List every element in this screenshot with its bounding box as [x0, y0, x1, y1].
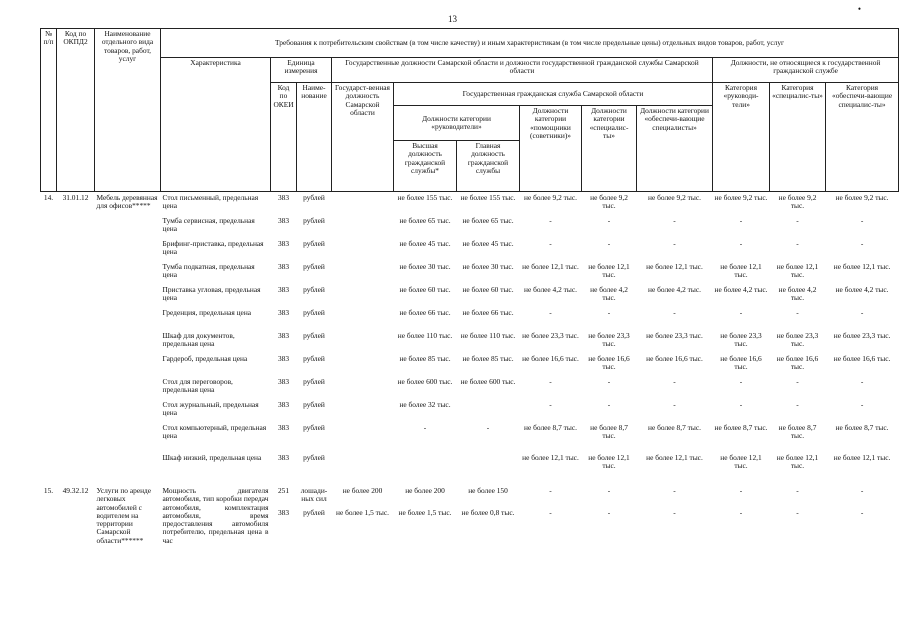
value-cat-leaders: -	[739, 508, 743, 517]
hdr-gov-positions: Государственные должности Самарской области и должности государственной гражданской службы Самарской области	[332, 58, 713, 83]
value-main	[457, 400, 520, 423]
value-cat-specialists: не более 12,1 тыс.	[776, 262, 819, 280]
value-highest: не более 45 тыс.	[399, 239, 451, 248]
value-cat-leaders: -	[739, 216, 743, 225]
unit-name: лошади-ных сил	[300, 486, 328, 504]
okei-code: 383	[277, 423, 290, 432]
hdr-providing: Должности категории «обеспечи-вающие специалисты»	[637, 106, 713, 192]
value-assistants: не более 4,2 тыс.	[524, 285, 577, 294]
okei-code: 383	[277, 239, 290, 248]
value-specialists: не более 12,1 тыс.	[588, 262, 630, 280]
characteristic: Тумба сервисная, предельная цена	[162, 216, 255, 234]
hdr-name: Наименование отдельного вида товаров, работ, услуг	[95, 29, 161, 192]
hdr-requirements: Требования к потребительским свойствам (в том числе качеству) и иным характеристикам (в том числе предельные цены) отдельных видов товаров, работ, услуг	[161, 29, 899, 58]
unit-name: рублей	[303, 216, 325, 225]
value-cat-providing: не более 12,1 тыс.	[833, 453, 891, 462]
unit-name: рублей	[303, 354, 325, 363]
value-gov-post	[332, 308, 394, 331]
value-specialists: -	[607, 216, 611, 225]
hdr-leaders: Должности категории «руководители»	[394, 106, 520, 141]
okei-code: 383	[277, 453, 290, 462]
value-main: не более 155 тыс.	[460, 193, 516, 202]
value-providing: не более 8,7 тыс.	[648, 423, 701, 432]
value-main: не более 85 тыс.	[462, 354, 514, 363]
okei-code: 251	[277, 486, 290, 495]
value-specialists: -	[607, 239, 611, 248]
value-assistants: не более 8,7 тыс.	[524, 423, 577, 432]
value-gov-post	[332, 192, 394, 217]
value-providing: -	[673, 216, 676, 225]
value-gov-post	[332, 400, 394, 423]
value-highest: не более 65 тыс.	[399, 216, 451, 225]
hdr-okpd: Код по ОКПД2	[57, 29, 95, 192]
unit-name: рублей	[303, 331, 325, 340]
value-gov-post: не более 200	[342, 486, 383, 495]
table-row	[41, 446, 899, 486]
hdr-civil-service: Государственная гражданская служба Самарской области	[394, 83, 713, 106]
value-highest: не более 30 тыс.	[399, 262, 451, 271]
hdr-non-gov: Должности, не относящиеся к государственной гражданской службе	[713, 58, 899, 83]
hdr-cat-leaders: Категория «руководи-тели»	[713, 83, 770, 192]
characteristic: Шкаф для документов, предельная цена	[162, 331, 235, 349]
value-highest: не более 200	[405, 486, 445, 495]
value-assistants: -	[549, 216, 552, 225]
value-providing: -	[673, 239, 676, 248]
row-number: 14.	[43, 193, 54, 202]
hdr-specialists: Должности категории «специалис-ты»	[582, 106, 637, 192]
value-assistants: не более 12,1 тыс.	[522, 262, 579, 271]
value-main: не более 0,8 тыс.	[461, 508, 515, 517]
hdr-no: № п/п	[41, 29, 57, 192]
value-gov-post	[332, 446, 394, 486]
value-assistants: не более 16,6 тыс.	[522, 354, 579, 363]
table-row	[41, 308, 899, 331]
value-gov-post	[332, 331, 394, 354]
okei-code: 383	[277, 508, 290, 517]
unit-name: рублей	[303, 308, 325, 317]
value-providing: -	[673, 400, 676, 409]
table-row	[41, 262, 899, 285]
requirements-table	[40, 28, 899, 556]
value-gov-post	[332, 423, 394, 446]
value-cat-providing: -	[860, 308, 864, 317]
value-cat-providing: не более 12,1 тыс.	[833, 262, 891, 271]
value-highest: -	[423, 423, 427, 432]
hdr-gov-posts: Государст-венная должность Самарской области	[332, 83, 394, 192]
value-specialists: не более 16,6 тыс.	[588, 354, 630, 372]
value-specialists: -	[607, 400, 611, 409]
value-main: не более 600 тыс.	[460, 377, 516, 386]
value-cat-specialists: -	[796, 239, 799, 248]
value-specialists: не более 9,2 тыс.	[590, 193, 628, 211]
value-providing: -	[673, 308, 676, 317]
value-gov-post	[332, 285, 394, 308]
value-cat-providing: не более 16,6 тыс.	[833, 354, 891, 363]
value-cat-providing: не более 4,2 тыс.	[835, 285, 889, 294]
unit-name: рублей	[303, 193, 325, 202]
value-assistants: -	[549, 400, 552, 409]
okei-code: 383	[277, 400, 290, 409]
value-highest: не более 1,5 тыс.	[398, 508, 452, 517]
hdr-okei: Код по ОКЕИ	[271, 83, 297, 192]
okei-code: 383	[277, 285, 290, 294]
value-cat-providing: не более 23,3 тыс.	[833, 331, 891, 340]
value-specialists: не более 12,1 тыс.	[588, 453, 630, 471]
value-cat-specialists: не более 8,7 тыс.	[778, 423, 817, 441]
value-cat-leaders: не более 12,1 тыс.	[720, 453, 762, 471]
hdr-unit-name: Наиме-нование	[297, 83, 332, 192]
table-row	[41, 377, 899, 400]
value-specialists: -	[607, 308, 611, 317]
characteristic: Мощность двигателя автомобиля, тип коробки передач автомобиля, комплектация автомобиля, время предоставления автомобиля потребителю, предельная цена в час	[162, 486, 269, 545]
value-specialists: не более 4,2 тыс.	[590, 285, 628, 303]
okpd-code: 49.32.12	[62, 486, 89, 495]
value-providing: -	[673, 508, 676, 517]
value-specialists: не более 23,3 тыс.	[588, 331, 630, 349]
value-cat-providing: -	[860, 239, 864, 248]
characteristic: Брифинг-приставка, предельная цена	[162, 239, 264, 257]
okpd-code: 31.01.12	[62, 193, 89, 202]
value-cat-leaders: не более 23,3 тыс.	[720, 331, 762, 349]
okei-code: 383	[277, 193, 290, 202]
value-providing: не более 23,3 тыс.	[646, 331, 703, 340]
value-gov-post	[332, 216, 394, 239]
table-row	[41, 216, 899, 239]
item-name: Мебель деревянная для офисов*****	[96, 193, 158, 211]
value-gov-post	[332, 377, 394, 400]
value-main	[457, 446, 520, 486]
unit-name: рублей	[303, 239, 325, 248]
row-number: 15.	[43, 486, 54, 495]
table-row	[41, 239, 899, 262]
value-gov-post	[332, 262, 394, 285]
table-row	[41, 400, 899, 423]
value-assistants: не более 9,2 тыс.	[524, 193, 577, 202]
value-cat-specialists: -	[796, 400, 799, 409]
value-highest: не более 600 тыс.	[397, 377, 453, 386]
value-cat-leaders: не более 8,7 тыс.	[714, 423, 768, 432]
hdr-cat-specialists: Категория «специалис-ты»	[770, 83, 826, 192]
value-specialists: -	[607, 486, 611, 495]
value-main: не более 65 тыс.	[462, 216, 514, 225]
value-cat-specialists: -	[796, 486, 799, 495]
okei-code: 383	[277, 308, 290, 317]
okei-code: 383	[277, 354, 290, 363]
hdr-unit: Единица измерения	[271, 58, 332, 83]
value-cat-leaders: не более 9,2 тыс.	[714, 193, 768, 202]
value-cat-leaders: -	[739, 400, 743, 409]
unit-name: рублей	[303, 285, 325, 294]
value-cat-leaders: -	[739, 377, 743, 386]
unit-name: рублей	[303, 400, 325, 409]
unit-name: рублей	[303, 262, 325, 271]
value-highest: не более 32 тыс.	[399, 400, 451, 409]
value-main: не более 110 тыс.	[460, 331, 516, 340]
value-cat-specialists: -	[796, 377, 799, 386]
value-cat-specialists: не более 16,6 тыс.	[776, 354, 819, 372]
corner-mark: •	[857, 4, 861, 14]
value-cat-providing: не более 9,2 тыс.	[835, 193, 889, 202]
value-cat-specialists: -	[796, 308, 799, 317]
value-gov-post	[332, 354, 394, 377]
table-row	[41, 285, 899, 308]
value-highest: не более 85 тыс.	[399, 354, 451, 363]
value-assistants: -	[549, 239, 552, 248]
value-cat-providing: -	[860, 377, 864, 386]
hdr-assistants: Должности категории «помощники (советники)»	[520, 106, 582, 192]
value-assistants: -	[549, 377, 552, 386]
value-gov-post	[332, 239, 394, 262]
value-providing: -	[673, 486, 676, 495]
value-specialists: -	[607, 508, 611, 517]
value-main: не более 45 тыс.	[462, 239, 514, 248]
table-body	[41, 192, 899, 557]
value-cat-specialists: -	[796, 508, 799, 517]
value-main: не более 30 тыс.	[462, 262, 514, 271]
characteristic: Греденция, предельная цена	[162, 308, 252, 317]
value-assistants: -	[549, 308, 552, 317]
value-cat-leaders: -	[739, 486, 743, 495]
item-name: Услуги по аренде легковых автомобилей с водителем на территории Самарской области******	[96, 486, 152, 545]
table-row	[41, 192, 899, 217]
hdr-main: Главная должность гражданской службы	[457, 141, 520, 192]
characteristic: Стол для переговоров, предельная цена	[162, 377, 233, 395]
table-row	[41, 423, 899, 446]
page-number: 13	[448, 14, 457, 24]
unit-name: рублей	[303, 453, 325, 462]
hdr-highest: Высшая должность гражданской службы*	[394, 141, 457, 192]
value-cat-leaders: не более 4,2 тыс.	[714, 285, 768, 294]
characteristic: Тумба подкатная, предельная цена	[162, 262, 255, 280]
value-cat-providing: не более 8,7 тыс.	[835, 423, 889, 432]
value-assistants: не более 23,3 тыс.	[522, 331, 579, 340]
value-providing: не более 16,6 тыс.	[646, 354, 703, 363]
value-providing: не более 12,1 тыс.	[646, 262, 703, 271]
characteristic: Приставка угловая, предельная цена	[162, 285, 261, 303]
value-cat-specialists: не более 4,2 тыс.	[778, 285, 817, 303]
value-highest: не более 155 тыс.	[397, 193, 453, 202]
value-specialists: -	[607, 377, 611, 386]
characteristic: Шкаф низкий, предельная цена	[162, 453, 262, 462]
okei-code: 383	[277, 216, 290, 225]
unit-name: рублей	[303, 377, 325, 386]
value-main: не более 66 тыс.	[462, 308, 514, 317]
value-cat-leaders: не более 16,6 тыс.	[720, 354, 762, 372]
unit-name: рублей	[303, 508, 325, 517]
table-row	[41, 486, 899, 508]
value-highest: не более 110 тыс.	[397, 331, 453, 340]
value-cat-providing: -	[860, 216, 864, 225]
value-cat-providing: -	[860, 508, 864, 517]
okei-code: 383	[277, 377, 290, 386]
value-main: не более 60 тыс.	[462, 285, 514, 294]
value-providing: не более 12,1 тыс.	[646, 453, 703, 462]
value-assistants: -	[549, 508, 552, 517]
value-cat-providing: -	[860, 486, 864, 495]
value-highest: не более 66 тыс.	[399, 308, 451, 317]
characteristic: Гардероб, предельная цена	[162, 354, 248, 363]
value-cat-specialists: -	[796, 216, 799, 225]
value-highest	[394, 446, 457, 486]
value-highest: не более 60 тыс.	[399, 285, 451, 294]
value-main: не более 150	[468, 486, 508, 495]
value-cat-leaders: не более 12,1 тыс.	[720, 262, 762, 280]
table-row	[41, 354, 899, 377]
value-cat-leaders: -	[739, 308, 743, 317]
unit-name: рублей	[303, 423, 325, 432]
characteristic: Стол компьютерный, предельная цена	[162, 423, 267, 441]
value-assistants: не более 12,1 тыс.	[522, 453, 579, 462]
value-specialists: не более 8,7 тыс.	[590, 423, 628, 441]
hdr-cat-providing: Категория «обеспечи-вающие специалис-ты»	[826, 83, 899, 192]
value-cat-specialists: не более 9,2 тыс.	[778, 193, 817, 211]
characteristic: Стол письменный, предельная цена	[162, 193, 259, 211]
value-gov-post: не более 1,5 тыс.	[336, 508, 389, 517]
table-row	[41, 331, 899, 354]
value-providing: -	[673, 377, 676, 386]
okei-code: 383	[277, 262, 290, 271]
hdr-characteristic: Характеристика	[161, 58, 271, 192]
characteristic: Стол журнальный, предельная цена	[162, 400, 259, 418]
value-providing: не более 4,2 тыс.	[648, 285, 701, 294]
value-providing: не более 9,2 тыс.	[648, 193, 701, 202]
value-main: -	[486, 423, 490, 432]
value-cat-specialists: не более 12,1 тыс.	[776, 453, 819, 471]
value-assistants: -	[549, 486, 552, 495]
okei-code: 383	[277, 331, 290, 340]
value-cat-specialists: не более 23,3 тыс.	[776, 331, 819, 349]
value-cat-providing: -	[860, 400, 864, 409]
value-cat-leaders: -	[739, 239, 743, 248]
